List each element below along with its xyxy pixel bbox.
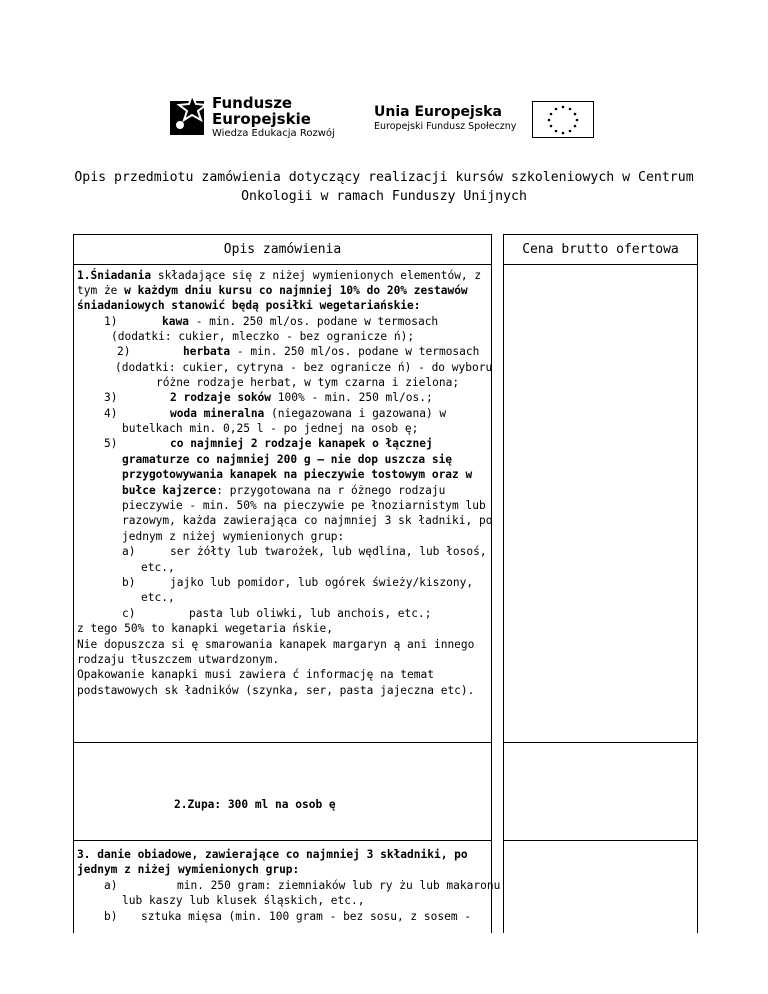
s1-line1: 1.Śniadania składające się z niżej wymienionych elementów, z <box>77 269 482 282</box>
item1-number: 1) <box>104 315 118 328</box>
sub-c-label: c) <box>122 607 136 620</box>
item5-kajzerka: bułce kajzerce: przygotowana na r óżnego rodzaju <box>122 484 446 497</box>
fe-logo-line2: Europejskie <box>212 110 311 128</box>
s3-a-text2: lub kaszy lub klusek śląskich, etc., <box>122 894 365 907</box>
sub-c-text: pasta lub oliwki, lub anchois, etc.; <box>189 607 432 620</box>
item5-grupy: jednym z niżej wymienionych grup: <box>122 530 345 543</box>
s3-b-text: sztuka mięsa (min. 100 gram - bez sosu, z sosem - <box>141 910 472 923</box>
item4-butelki: butelkach min. 0,25 l - po jednej na osob ę; <box>122 422 419 435</box>
fe-logo-line3: Wiedza Edukacja Rozwój <box>212 128 335 139</box>
document-title <box>60 168 708 206</box>
header-cena: Cena brutto ofertowa <box>504 235 698 265</box>
item2-number: 2) <box>117 345 131 358</box>
sub-a-etc: etc., <box>141 561 175 574</box>
note4: Opakowanie kanapki musi zawiera ć informację na temat <box>77 668 434 681</box>
title-line1: Opis przedmiotu zamówienia dotyczący realizacji kursów szkoleniowych w Centrum <box>74 170 694 185</box>
item1-kawa: kawa - min. 250 ml/os. podane w termosach <box>162 315 439 328</box>
item5-pieczywo: pieczywie - min. 50% na pieczywie pe łnoziarnistym lub <box>122 499 486 512</box>
title-line2: Onkologii w ramach Funduszy Unijnych <box>241 189 527 204</box>
fe-logo-line1: Fundusze <box>212 94 293 112</box>
sub-b-etc: etc., <box>141 591 175 604</box>
row3-price-cell <box>504 841 698 933</box>
item1-dodatki: (dodatki: cukier, mleczko - bez ogranicze ń); <box>111 330 415 343</box>
item3-soki: 2 rodzaje soków 100% - min. 250 ml/os.; <box>170 391 433 404</box>
sub-a-label: a) <box>122 545 136 558</box>
header-opis: Opis zamówienia <box>74 235 492 265</box>
item5-razowe: razowym, każda zawierająca co najmniej 3 sk ładniki, po <box>122 514 493 527</box>
item2-rodzaje: różne rodzaje herbat, w tym czarna i zielona; <box>156 376 460 389</box>
s1-line2: tym że w każdym dniu kursu co najmniej 10% do 20% zestawów <box>77 284 468 297</box>
sub-b-label: b) <box>122 576 136 589</box>
ue-line2: Europejski Fundusz Społeczny <box>374 121 517 132</box>
s3-line2: jednym z niżej wymienionych grup: <box>77 863 300 876</box>
note1: z tego 50% to kanapki wegetaria ńskie, <box>77 622 333 635</box>
unia-europejska-text <box>374 104 516 133</box>
row1-price-cell <box>504 265 698 743</box>
note3: rodzaju tłuszczem utwardzonym. <box>77 653 280 666</box>
row2-description-cell <box>74 743 492 841</box>
s3-a-text: min. 250 gram: ziemniaków lub ry żu lub makaronu <box>177 879 501 892</box>
sub-b-text: jajko lub pomidor, lub ogórek świeży/kiszony, <box>170 576 474 589</box>
item4-woda: woda mineralna (niegazowana i gazowana) w <box>170 407 447 420</box>
ue-line1: Unia Europejska <box>374 104 502 120</box>
item2-dodatki: (dodatki: cukier, cytryna - bez ogranicze ń) - do wyboru <box>115 361 493 374</box>
soup-text: 2.Zupa: 300 ml na osob ę <box>174 798 336 811</box>
note2: Nie dopuszcza si ę smarowania kanapek margaryn ą ani innego <box>77 638 475 651</box>
fundusze-europejskie-logo <box>170 95 340 140</box>
item2-herbata: herbata - min. 250 ml/os. podane w termosach <box>183 345 480 358</box>
fe-star-icon <box>170 95 210 140</box>
row2-price-cell <box>504 743 698 841</box>
eu-flag-icon <box>532 101 594 138</box>
item4-number: 4) <box>104 407 118 420</box>
item5-tostowe: przygotowywania kanapek na pieczywie tostowym oraz w <box>122 468 473 481</box>
s1-line3: śniadaniowych stanowić będą posiłki wegetariańskie: <box>77 299 421 312</box>
item5-number: 5) <box>104 437 118 450</box>
sub-a-text: ser żółty lub twarożek, lub wędlina, lub łosoś, <box>170 545 487 558</box>
note5: podstawowych sk ładników (szynka, ser, pasta jajeczna etc). <box>77 684 475 697</box>
s3-line1: 3. danie obiadowe, zawierające co najmniej 3 składniki, po <box>77 848 468 861</box>
item5-gramatura: gramaturze co najmniej 200 g – nie dop uszcza się <box>122 453 453 466</box>
s3-b-label: b) <box>104 910 118 923</box>
s3-a-label: a) <box>104 879 118 892</box>
item3-number: 3) <box>104 391 118 404</box>
item5-kanapki: co najmniej 2 rodzaje kanapek o łącznej <box>170 437 433 450</box>
